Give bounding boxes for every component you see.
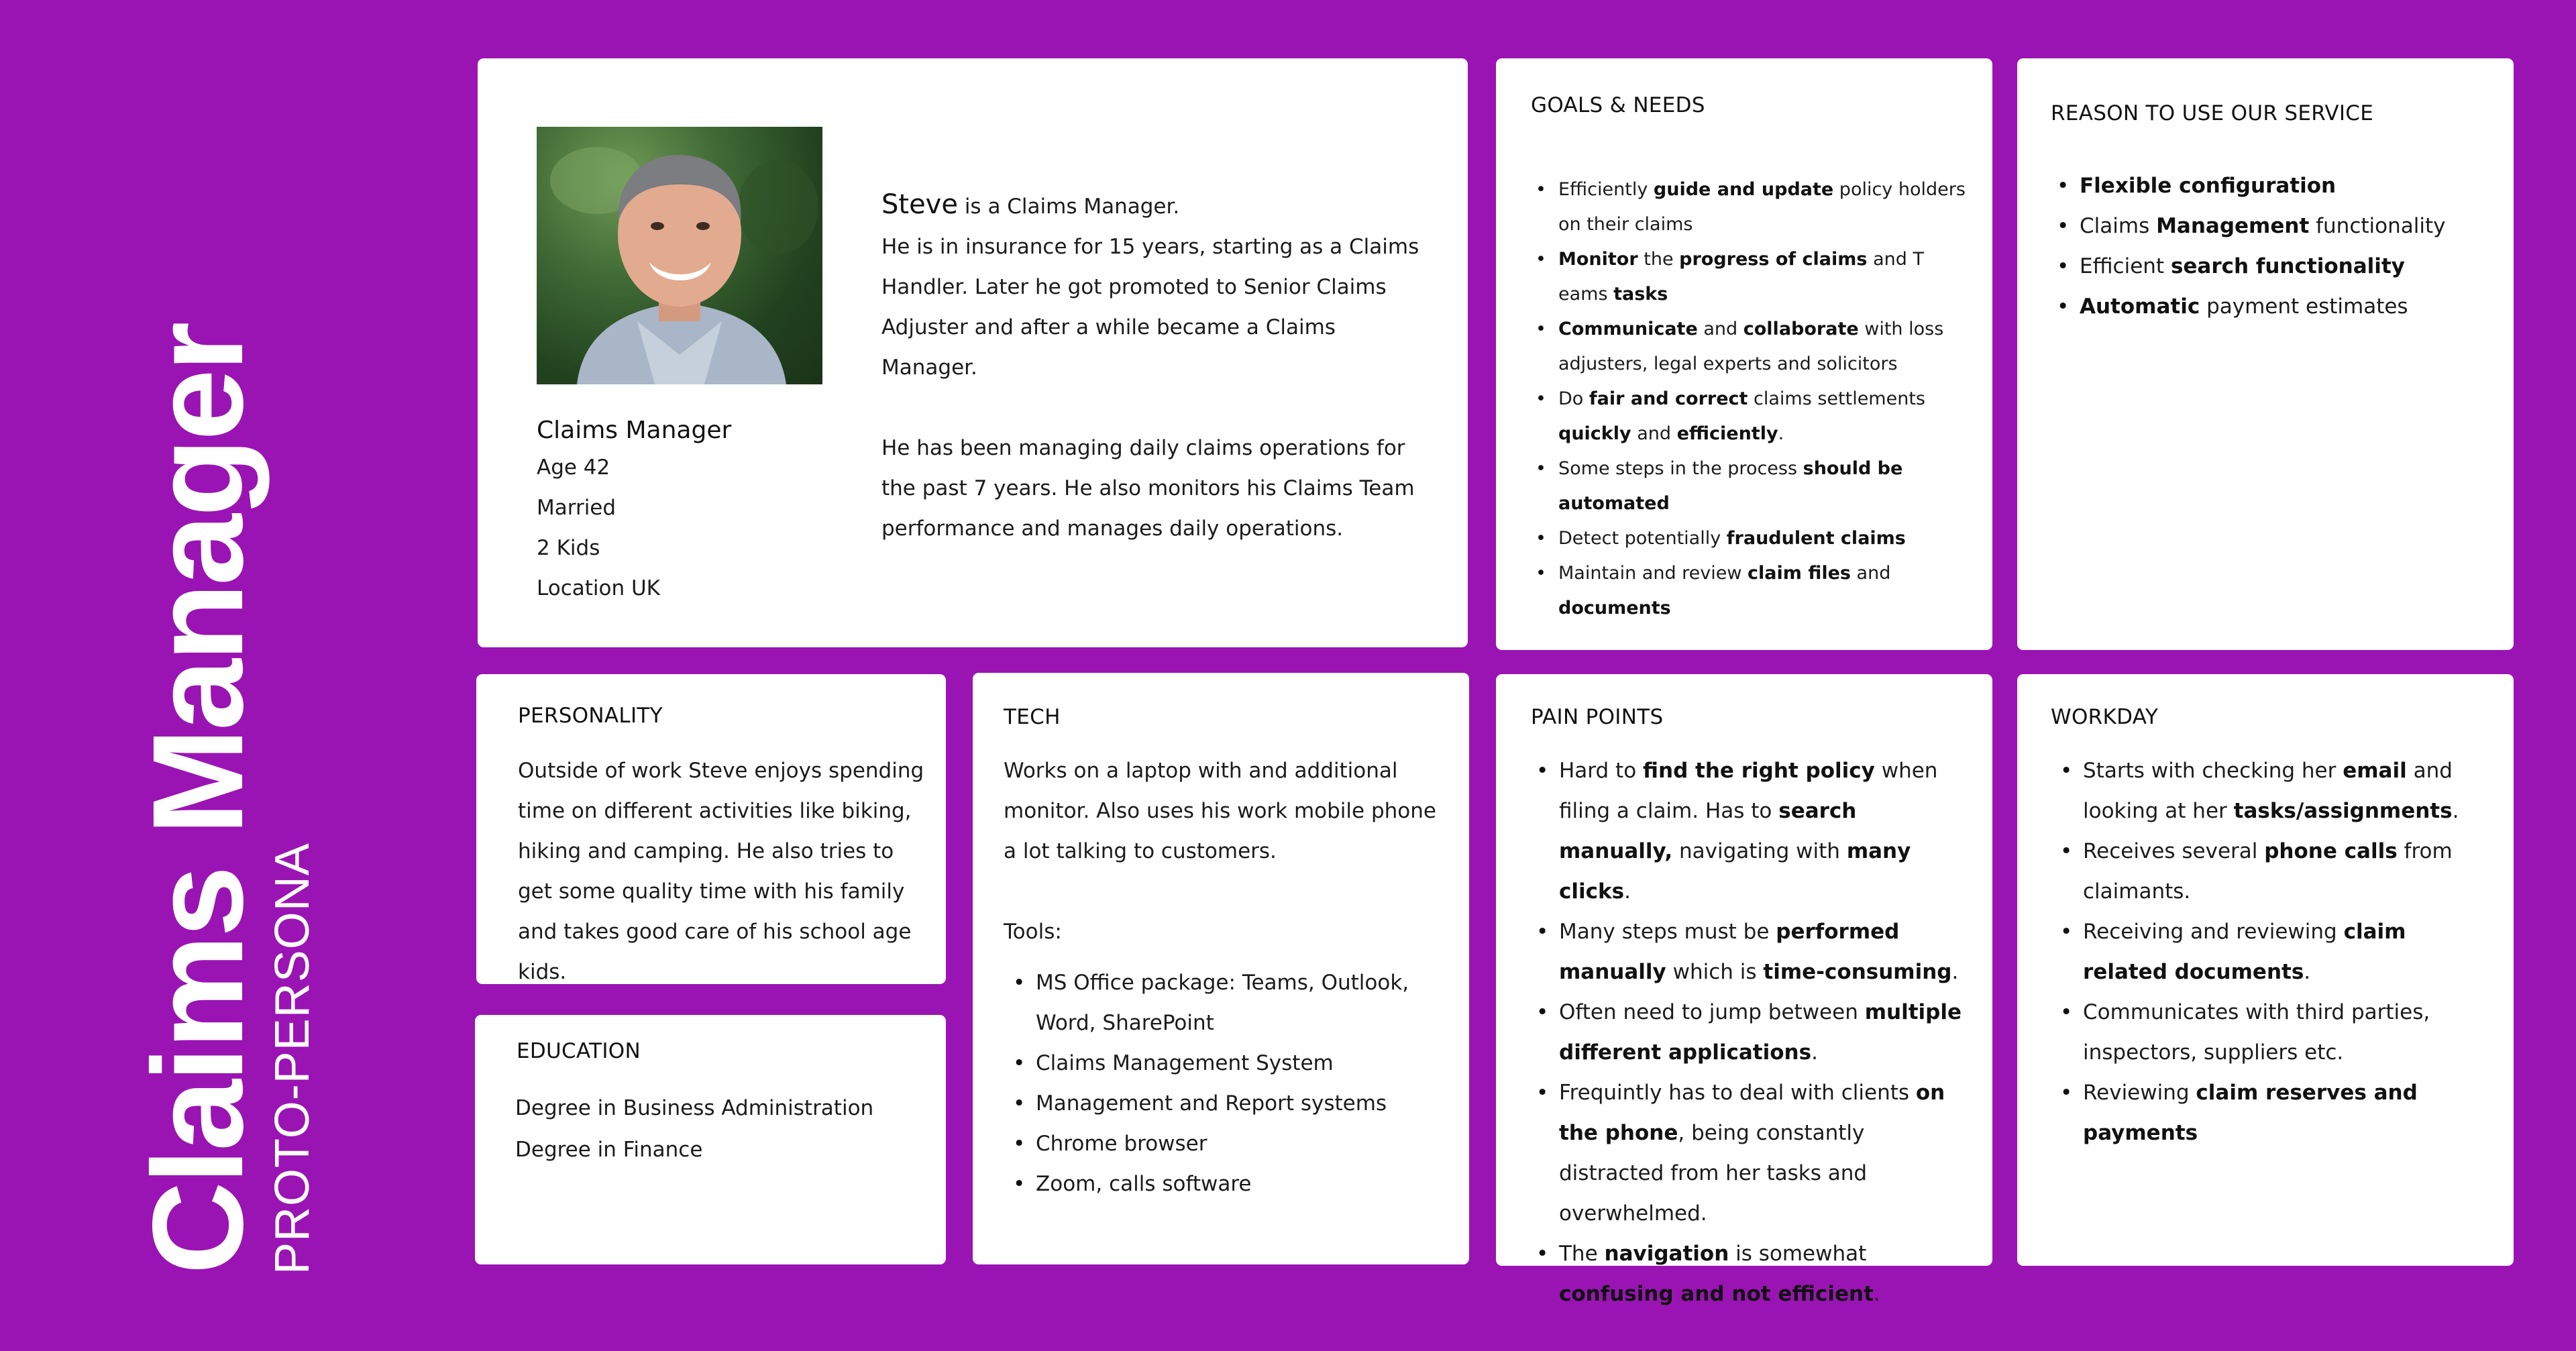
profile-bio <box>881 184 1432 549</box>
emphasis-text: confusing and not efficient <box>1559 1282 1874 1306</box>
item-text: Do <box>1558 388 1589 409</box>
item-text: Hard to <box>1559 759 1644 783</box>
reason-list <box>2080 166 2496 327</box>
emphasis-text: performed manually <box>1559 920 1900 984</box>
tech-text: Works on a laptop with and additional monitor. Also uses his work mobile phone a lot talking to customers. <box>1004 759 1436 863</box>
emphasis-text: quickly <box>1558 423 1631 444</box>
personality-text: Outside of work Steve enjoys spending time on different activities like biking, hiking and camping. He also tries to get some quality time with his family and takes good care of his school age kids. <box>518 759 924 984</box>
item-text: . <box>2304 960 2311 984</box>
emphasis-text: collaborate <box>1743 319 1859 339</box>
emphasis-text: search functionality <box>2170 254 2405 278</box>
personality-card <box>476 674 946 984</box>
list-item <box>2083 751 2492 831</box>
item-text: Often need to jump between <box>1559 1000 1865 1024</box>
emphasis-text: progress of claims <box>1679 249 1868 270</box>
list-item <box>1558 556 1968 626</box>
list-item <box>1558 172 1968 242</box>
list-item <box>1559 751 1975 912</box>
item-text: policy holders on their claims <box>1558 179 1966 235</box>
emphasis-text: claim reserves and payments <box>2083 1081 2418 1145</box>
item-text: Claims <box>2080 214 2157 238</box>
profile-intro-rest: is a Claims Manager. <box>957 195 1180 219</box>
emphasis-text: navigation <box>1604 1242 1729 1266</box>
profile-fact-age: Age 42 <box>537 455 610 480</box>
emphasis-text: claim files <box>1748 563 1851 584</box>
emphasis-text: efficiently <box>1676 423 1778 444</box>
persona-name: Steve <box>881 189 958 220</box>
profile-fact-location: Location UK <box>537 576 660 600</box>
pain-points-list <box>1559 751 1975 1314</box>
persona-title: Claims Manager <box>125 324 270 1275</box>
list-item <box>1558 451 1968 521</box>
emphasis-text: phone calls <box>2264 839 2398 863</box>
profile-role: Claims Manager <box>537 417 732 444</box>
list-item <box>1559 1073 1975 1234</box>
item-text: Starts with checking her <box>2083 759 2343 783</box>
list-item <box>1558 521 1968 556</box>
item-text: . <box>1624 879 1631 904</box>
emphasis-text: should be automated <box>1558 458 1903 514</box>
item-text: . <box>1811 1040 1818 1065</box>
item-text: and <box>1850 563 1891 584</box>
tool-item: • Management and Report systems <box>1036 1083 1438 1124</box>
tech-card <box>973 673 1469 1264</box>
item-text: navigating with <box>1672 839 1847 863</box>
list-item <box>1559 1234 1975 1314</box>
emphasis-text: claim related documents <box>2083 920 2406 984</box>
item-text: . <box>2452 799 2459 823</box>
emphasis-text: Management <box>2156 214 2310 238</box>
pain-points-card <box>1496 674 1992 1306</box>
goals-list <box>1558 172 1968 626</box>
item-text: Efficiently <box>1558 179 1654 200</box>
list-item <box>1559 912 1975 992</box>
item-text: and T eams <box>1558 249 1924 305</box>
emphasis-text: time-consuming <box>1763 960 1952 984</box>
education-item: Degree in Finance <box>515 1138 703 1162</box>
item-text: Receives several <box>2083 839 2265 863</box>
education-list <box>515 1087 931 1171</box>
emphasis-text: email <box>2343 759 2407 783</box>
side-title <box>125 324 319 1275</box>
reason-card <box>2017 58 2514 650</box>
reason-heading: REASON TO USE OUR SERVICE <box>2051 101 2374 125</box>
emphasis-text: fraudulent claims <box>1726 528 1906 549</box>
emphasis-text: search manually, <box>1559 799 1857 863</box>
profile-card <box>478 58 1468 647</box>
profile-intro <box>881 184 1432 227</box>
list-item <box>2080 206 2496 246</box>
pain-points-heading: PAIN POINTS <box>1531 705 1664 729</box>
profile-facts <box>537 414 845 608</box>
emphasis-text: Communicate <box>1558 319 1698 339</box>
profile-fact-kids: 2 Kids <box>537 536 600 560</box>
list-item <box>2080 246 2496 286</box>
tech-heading: TECH <box>1004 705 1061 729</box>
education-heading: EDUCATION <box>517 1039 641 1063</box>
item-text: which is <box>1666 960 1764 984</box>
emphasis-text: on the phone <box>1559 1081 1945 1145</box>
education-item: Degree in Business Administration <box>515 1096 874 1120</box>
item-text: Detect potentially <box>1558 528 1727 549</box>
item-text: Communicates with third parties, inspectors, suppliers etc. <box>2083 1000 2430 1065</box>
profile-bio-2: He has been managing daily claims operations for the past 7 years. He also monitors his Claims Team performance and manages daily operations. <box>881 436 1415 541</box>
item-text: Frequintly has to deal with clients <box>1559 1081 1916 1105</box>
emphasis-text: tasks/assignments <box>2233 799 2453 823</box>
item-text: claims settlements <box>1748 388 1925 409</box>
item-text: and <box>1697 319 1743 339</box>
profile-bio-1: He is in insurance for 15 years, starting as a Claims Handler. Later he got promoted to Senior Claims Adjuster and after a while became a Claims Manager. <box>881 235 1419 380</box>
item-text: Efficient <box>2080 254 2171 278</box>
emphasis-text: Monitor <box>1558 249 1638 270</box>
emphasis-text: fair and correct <box>1589 388 1748 409</box>
workday-card <box>2017 674 2514 1266</box>
item-text: the <box>1638 249 1680 270</box>
emphasis-text: tasks <box>1613 284 1668 305</box>
list-item <box>2083 831 2492 912</box>
persona-subtitle: PROTO-PERSONA <box>266 843 319 1275</box>
emphasis-text: Flexible configuration <box>2080 174 2337 198</box>
item-text: . <box>1951 960 1959 984</box>
list-item <box>1558 312 1968 382</box>
tool-item: • MS Office package: Teams, Outlook, Word, SharePoint <box>1036 963 1438 1043</box>
workday-list <box>2083 751 2492 1153</box>
item-text: functionality <box>2309 214 2446 238</box>
item-text: Maintain and review <box>1558 563 1748 584</box>
list-item <box>1559 992 1975 1073</box>
item-text: . <box>1873 1282 1880 1306</box>
item-text: and <box>1631 423 1677 444</box>
item-text: Receiving and reviewing <box>2083 920 2344 944</box>
tools-label: Tools: <box>1004 920 1062 944</box>
goals-card <box>1496 58 1992 650</box>
emphasis-text: multiple different applications <box>1559 1000 1962 1065</box>
goals-heading: GOALS & NEEDS <box>1531 93 1705 117</box>
tool-item: • Claims Management System <box>1036 1043 1438 1083</box>
item-text: when filing a claim. Has to <box>1559 759 1938 823</box>
item-text: payment estimates <box>2200 294 2408 319</box>
list-item <box>1558 382 1968 451</box>
item-text: . <box>1778 423 1784 444</box>
item-text: Some steps in the process <box>1558 458 1803 479</box>
person-portrait-icon <box>537 127 822 384</box>
profile-fact-marital: Married <box>537 496 616 520</box>
item-text: and looking at her <box>2083 759 2453 823</box>
list-item <box>2083 912 2492 992</box>
tools-list <box>1036 963 1438 1204</box>
emphasis-text: many clicks <box>1559 839 1911 904</box>
emphasis-text: Automatic <box>2080 294 2200 319</box>
emphasis-text: find the right policy <box>1643 759 1875 783</box>
emphasis-text: documents <box>1558 598 1671 618</box>
workday-heading: WORKDAY <box>2051 705 2159 729</box>
item-text: with loss adjusters, legal experts and solicitors <box>1558 319 1944 374</box>
tool-item: • Zoom, calls software <box>1036 1164 1438 1204</box>
item-text: , being constantly distracted from her tasks and overwhelmed. <box>1559 1121 1868 1226</box>
item-text: is somewhat <box>1729 1242 1867 1266</box>
item-text: from claimants. <box>2083 839 2453 904</box>
education-card <box>475 1015 946 1264</box>
tool-item: • Chrome browser <box>1036 1124 1438 1164</box>
item-text: Reviewing <box>2083 1081 2196 1105</box>
item-text: Many steps must be <box>1559 920 1776 944</box>
list-item <box>2083 1073 2492 1153</box>
list-item <box>2080 286 2496 327</box>
list-item <box>2080 166 2496 206</box>
list-item <box>1558 242 1968 312</box>
emphasis-text: guide and update <box>1653 179 1834 200</box>
item-text: The <box>1559 1242 1605 1266</box>
list-item <box>2083 992 2492 1073</box>
personality-heading: PERSONALITY <box>518 704 663 728</box>
persona-photo <box>537 127 822 384</box>
